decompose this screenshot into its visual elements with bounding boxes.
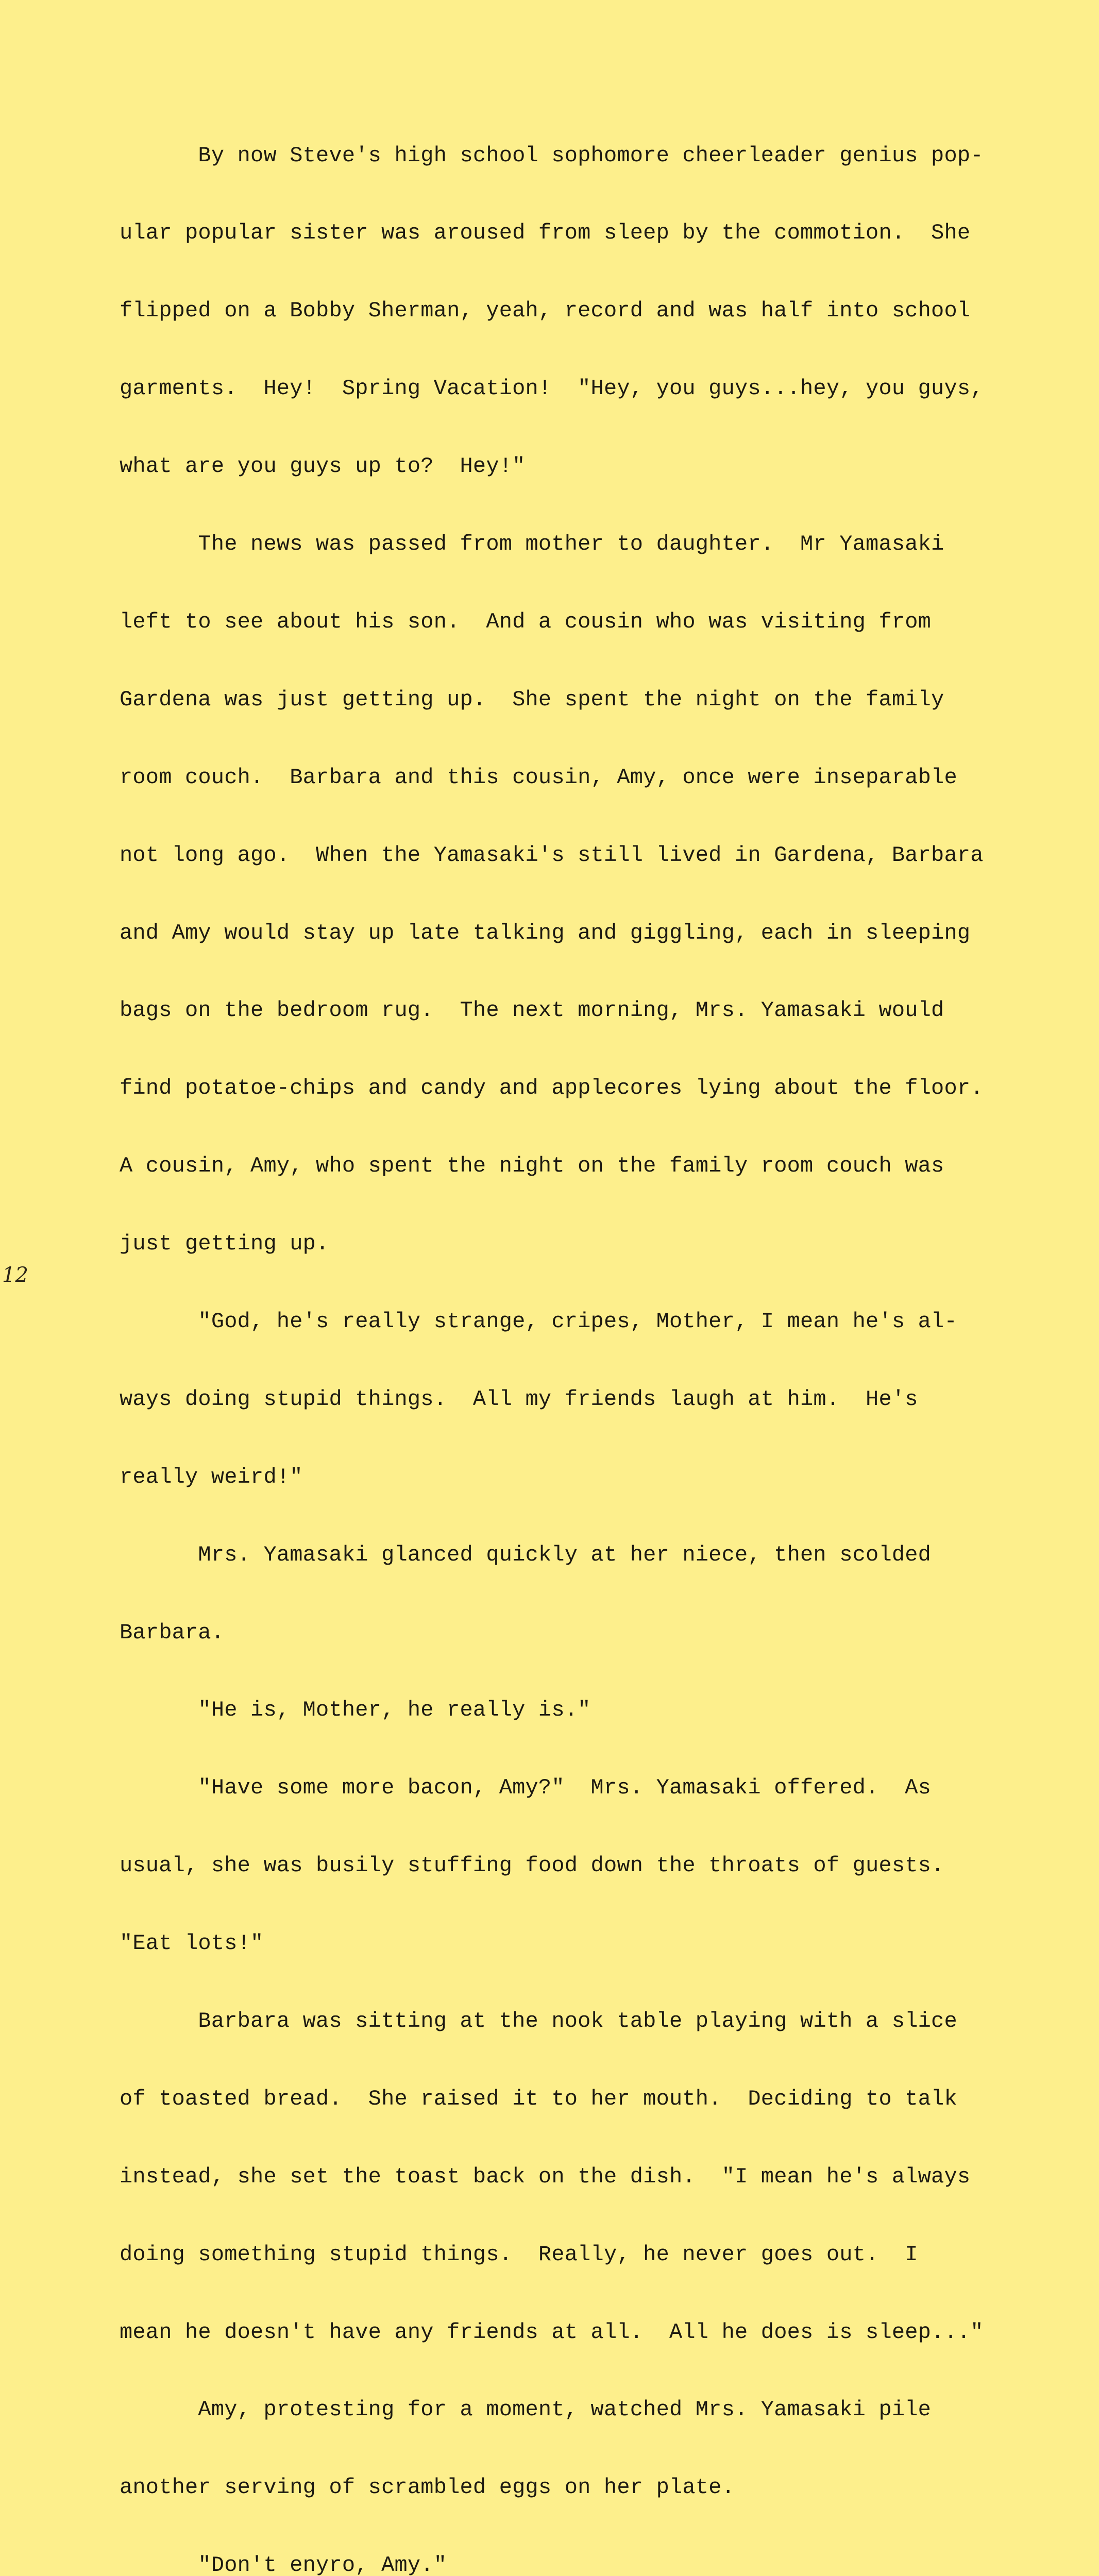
- text-line: and Amy would stay up late talking and giggling, each in sleeping: [120, 920, 971, 945]
- text-line: really weird!": [120, 1464, 303, 1489]
- text-line: room couch. Barbara and this cousin, Amy, once were inseparable: [120, 765, 957, 790]
- text-line: "God, he's really strange, cripes, Mother, I mean he's al-: [120, 1309, 957, 1334]
- text-line: bags on the bedroom rug. The next morning, Mrs. Yamasaki would: [120, 998, 944, 1023]
- text-line: left to see about his son. And a cousin who was visiting from: [120, 609, 932, 634]
- text-line: flipped on a Bobby Sherman, yeah, record and was half into school: [120, 298, 971, 324]
- text-line: Mrs. Yamasaki glanced quickly at her niece, then scolded: [120, 1542, 932, 1567]
- text-line: another serving of scrambled eggs on her plate.: [120, 2475, 735, 2500]
- text-line: usual, she was busily stuffing food down the throats of guests.: [120, 1853, 944, 1878]
- text-line: "Eat lots!": [120, 1931, 264, 1956]
- text-line: of toasted bread. She raised it to her mouth. Deciding to talk: [120, 2086, 957, 2111]
- text-line: Amy, protesting for a moment, watched Mrs. Yamasaki pile: [120, 2397, 932, 2422]
- page-number: 12: [2, 1263, 28, 1287]
- body-text: [120, 91, 984, 2576]
- text-line: A cousin, Amy, who spent the night on the family room couch was: [120, 1154, 944, 1179]
- text-line: "Don't enyro, Amy.": [120, 2553, 447, 2576]
- text-line: ways doing stupid things. All my friends laugh at him. He's: [120, 1386, 918, 1412]
- text-line: mean he doesn't have any friends at all. All he does is sleep...": [120, 2319, 984, 2345]
- text-line: Gardena was just getting up. She spent the night on the family: [120, 687, 944, 712]
- text-line: By now Steve's high school sophomore cheerleader genius pop-: [120, 143, 984, 168]
- text-line: just getting up.: [120, 1231, 329, 1257]
- text-line: what are you guys up to? Hey!": [120, 454, 526, 479]
- text-line: ular popular sister was aroused from sleep by the commotion. She: [120, 221, 971, 246]
- text-line: "Have some more bacon, Amy?" Mrs. Yamasaki offered. As: [120, 1775, 932, 1801]
- text-line: garments. Hey! Spring Vacation! "Hey, you guys...hey, you guys,: [120, 376, 984, 401]
- text-line: find potatoe-chips and candy and applecores lying about the floor.: [120, 1076, 984, 1101]
- text-line: "He is, Mother, he really is.": [120, 1698, 591, 1723]
- text-line: not long ago. When the Yamasaki's still lived in Gardena, Barbara: [120, 842, 984, 868]
- text-line: Barbara.: [120, 1620, 225, 1645]
- text-line: The news was passed from mother to daughter. Mr Yamasaki: [120, 532, 944, 557]
- text-line: doing something stupid things. Really, he never goes out. I: [120, 2242, 918, 2267]
- text-line: Barbara was sitting at the nook table playing with a slice: [120, 2008, 957, 2033]
- text-line: instead, she set the toast back on the dish. "I mean he's always: [120, 2164, 971, 2189]
